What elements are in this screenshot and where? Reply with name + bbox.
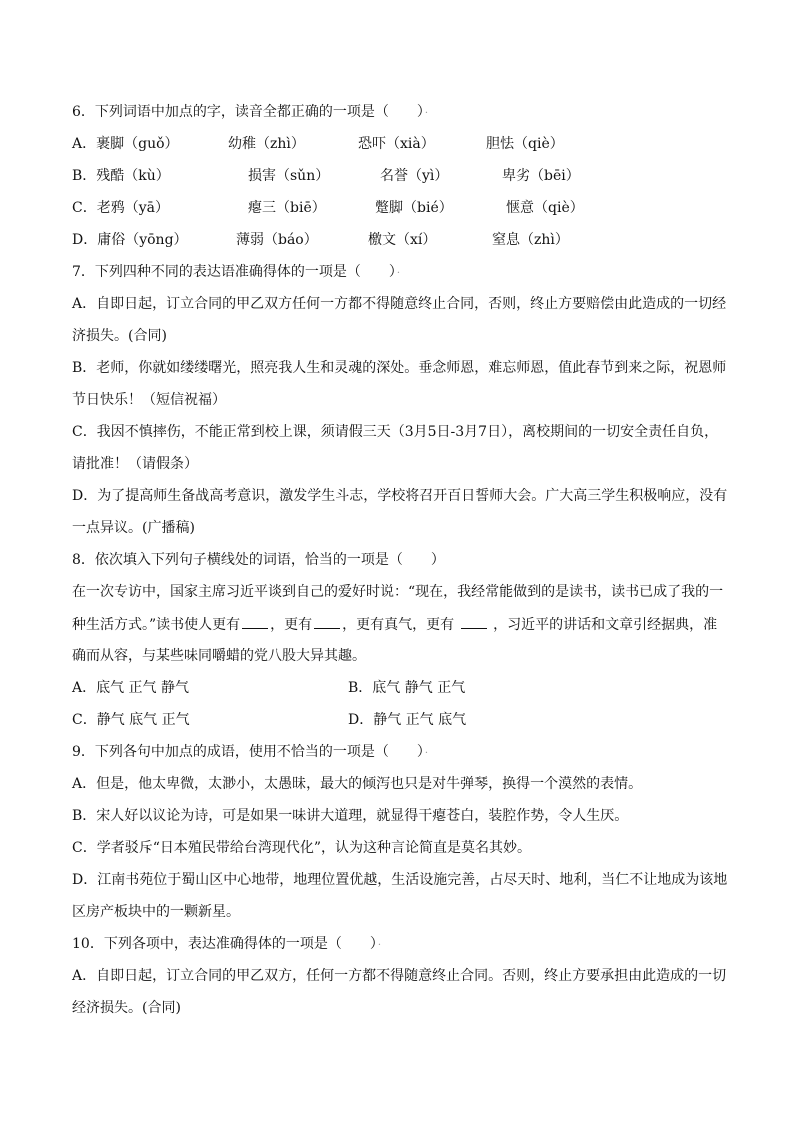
- q7-line: 请批准！（请假条）: [72, 456, 198, 472]
- q9-line: B．宋人好以议论为诗，可是如果一味讲大道理，就显得干瘪苍白，装腔作势，令人生厌。: [72, 808, 629, 824]
- q7-line: A．自即日起，订立合同的甲乙双方任何一方都不得随意终止合同，否则，终止方要赔偿由此造成的一切经: [72, 296, 727, 312]
- q10-line: 经济损失。(合同): [72, 1000, 181, 1016]
- q8-options-row-2: C．静气 底气 正气 D．静气 正气 底气: [72, 712, 467, 728]
- blank-2: [314, 614, 340, 629]
- q6-option-d: D．庸俗（yōng） 薄弱（báo） 檄文（xí） 窒息（zhì）: [72, 232, 569, 248]
- q8-options-row-1: A．底气 正气 静气 B．底气 静气 正气: [72, 680, 466, 696]
- q7-line: 节日快乐！（短信祝福）: [72, 392, 226, 408]
- q7-stem: 7．下列四种不同的表达语准确得体的一项是（ ）·: [72, 264, 401, 280]
- q7-line: 一点异议。(广播稿): [72, 520, 195, 536]
- q9-line: C．学者驳斥“日本殖民带给台湾现代化”，认为这种言论简直是莫名其妙。: [72, 840, 532, 856]
- q8-passage-line: 在一次专访中，国家主席习近平谈到自己的爱好时说：“现在，我经常能做到的是读书，读书已成了我的一: [72, 584, 724, 600]
- q8-passage-line-blanks: 种生活方式。”读书使人更有 ，更有 ，更有真气，更有 ，习近平的讲话和文章引经据典，准: [72, 614, 728, 634]
- q7-line: D．为了提高师生备战高考意识，激发学生斗志，学校将召开百日誓师大会。广大高三学生积极响应，没有: [72, 488, 728, 504]
- blank-3: [461, 614, 487, 629]
- q6-option-a: A．裹脚（guǒ） 幼稚（zhì） 恐吓（xià） 胆怯（qiè）: [72, 136, 564, 152]
- q9-line: D．江南书苑位于蜀山区中心地带，地理位置优越，生活设施完善，占尽天时、地利，当仁不让地成为该地: [72, 872, 728, 888]
- q6-option-b: B．残酷（kù） 损害（sǔn） 名誉（yì） 卑劣（bēi）: [72, 168, 580, 184]
- q6-option-c: C．老鸦（yā） 瘪三（biē） 蹩脚（bié） 惬意（qiè）: [72, 200, 584, 216]
- q8-passage-line: 确而从容，与某些味同嚼蜡的党八股大异其趣。: [72, 648, 366, 664]
- blank-1: [242, 614, 268, 629]
- q9-line: A．但是，他太卑微，太渺小，太愚昧，最大的倾泻也只是对牛弹琴，换得一个漠然的表情。: [72, 776, 643, 792]
- q9-stem: 9．下列各句中加点的成语，使用不恰当的一项是（ ）·: [72, 744, 429, 760]
- q7-line: 济损失。(合同): [72, 328, 167, 344]
- q8-stem: 8．依次填入下列句子横线处的词语，恰当的一项是（ ）: [72, 552, 445, 568]
- q10-stem: 10．下列各项中，表达准确得体的一项是（ ）·: [72, 936, 382, 952]
- q6-stem: 6．下列词语中加点的字，读音全都正确的一项是（ ）·: [72, 104, 429, 120]
- q10-line: A．自即日起，订立合同的甲乙双方，任何一方都不得随意终止合同。否则，终止方要承担由此造成的一切: [72, 968, 727, 984]
- q9-line: 区房产板块中的一颗新星。: [72, 904, 240, 920]
- q7-line: C．我因不慎摔伤，不能正常到校上课，须请假三天（3月5日-3月7日），离校期间的一切安全责任自负，: [72, 424, 719, 440]
- q7-line: B．老师，你就如缕缕曙光，照亮我人生和灵魂的深处。垂念师恩，难忘师恩，值此春节到来之际，祝恩师: [72, 360, 727, 376]
